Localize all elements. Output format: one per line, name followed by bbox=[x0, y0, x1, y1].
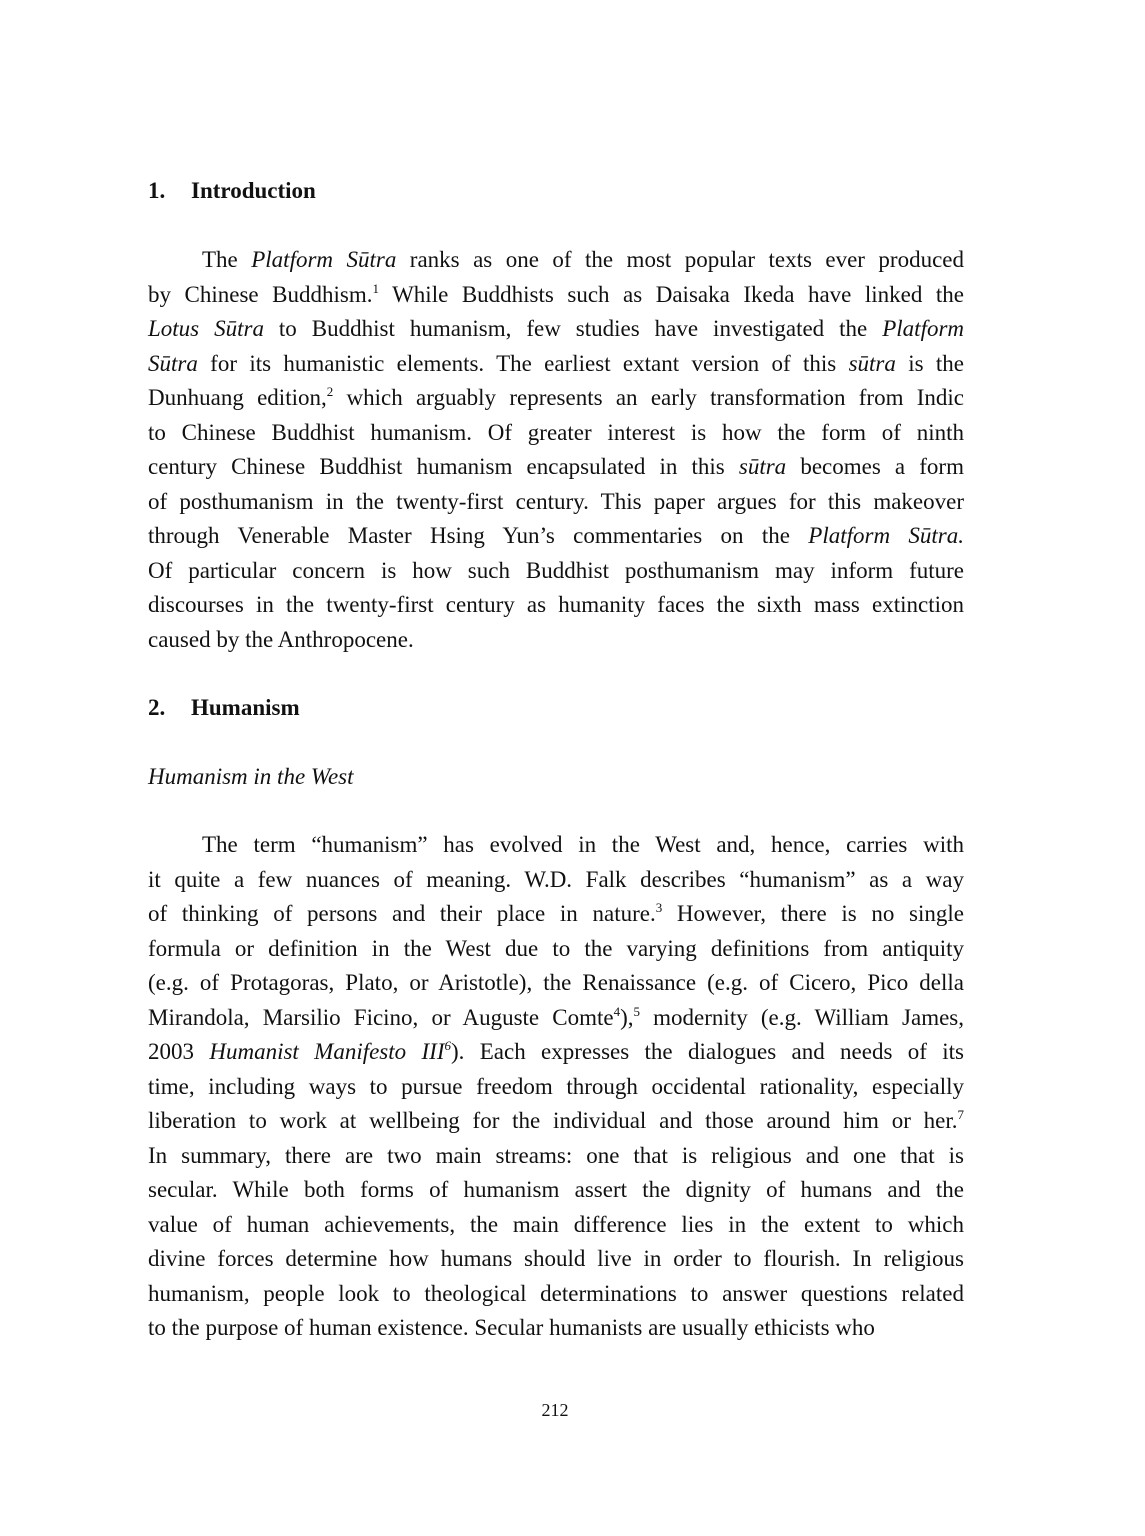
text-run: by Chinese Buddhism. bbox=[148, 281, 373, 307]
footnote-marker: 7 bbox=[957, 1107, 964, 1122]
section-2-paragraph bbox=[148, 828, 964, 1346]
footnote-marker: 4 bbox=[613, 1003, 621, 1019]
section-2-heading bbox=[148, 693, 300, 723]
text-line bbox=[148, 347, 964, 382]
text-line bbox=[148, 1173, 964, 1208]
page-number: 212 bbox=[541, 1400, 569, 1420]
italic-text: Platform bbox=[882, 316, 965, 341]
section-2-number: 2. bbox=[148, 695, 166, 720]
italic-text: sūtra bbox=[848, 350, 896, 376]
text-line bbox=[148, 863, 964, 898]
footnote-marker: 5 bbox=[633, 1003, 641, 1019]
text-run: which arguably represents an early transformation from Indic bbox=[333, 385, 964, 410]
footnote-marker: 1 bbox=[372, 280, 379, 296]
text-run: The term “humanism” has evolved in the West and, hence, carries with bbox=[202, 832, 964, 857]
italic-text: Lotus Sūtra bbox=[148, 316, 264, 341]
text-line bbox=[148, 1035, 964, 1070]
text-run: of posthumanism in the twenty-first century. This paper argues for this makeover bbox=[148, 488, 964, 514]
text-run: ). Each expresses the dialogues and needs of its bbox=[450, 1039, 965, 1064]
text-run: Dunhuang edition, bbox=[148, 385, 327, 410]
text-line bbox=[148, 554, 964, 589]
text-line bbox=[148, 1277, 964, 1312]
text-run: time, including ways to pursue freedom through occidental rationality, especially bbox=[148, 1073, 964, 1099]
text-line bbox=[148, 519, 964, 554]
text-line bbox=[148, 1208, 964, 1243]
text-run: formula or definition in the West due to the varying definitions from antiquity bbox=[148, 935, 964, 961]
text-run: value of human achievements, the main difference lies in the extent to which bbox=[148, 1211, 964, 1237]
text-run: it quite a few nuances of meaning. W.D. Falk describes “humanism” as a way bbox=[148, 866, 964, 892]
text-line bbox=[148, 1001, 964, 1036]
text-line bbox=[148, 1070, 964, 1105]
text-run: humanism, people look to theological determinations to answer questions related bbox=[148, 1280, 964, 1306]
text-run: for its humanistic elements. The earliest extant version of this bbox=[197, 350, 849, 376]
footnote-marker: 2 bbox=[326, 384, 334, 399]
italic-text: Platform Sūtra bbox=[251, 247, 397, 272]
text-line bbox=[148, 828, 964, 863]
text-run: liberation to work at wellbeing for the individual and those around him or her. bbox=[148, 1108, 958, 1133]
text-line bbox=[148, 966, 964, 1001]
text-run: to Buddhist humanism, few studies have investigated the bbox=[263, 316, 883, 341]
text-run: However, there is no single bbox=[662, 901, 964, 926]
italic-text: Sūtra bbox=[148, 350, 198, 376]
text-run: (e.g. of Protagoras, Plato, or Aristotle), the Renaissance (e.g. of Cicero, Pico della bbox=[148, 970, 964, 995]
text-line bbox=[148, 243, 964, 278]
text-run: ranks as one of the most popular texts ever produced bbox=[396, 247, 965, 272]
text-line bbox=[148, 1104, 964, 1139]
section-2-subheading: Humanism in the West bbox=[148, 764, 354, 789]
text-run: The bbox=[202, 247, 252, 272]
text-run: In summary, there are two main streams: one that is religious and one that is bbox=[148, 1142, 964, 1168]
text-run: discourses in the twenty-first century as humanity faces the sixth mass extinction bbox=[148, 592, 964, 617]
text-line bbox=[148, 278, 964, 313]
text-line bbox=[148, 1139, 964, 1174]
text-run: Mirandola, Marsilio Ficino, or Auguste Comte bbox=[148, 1004, 614, 1030]
text-run: ), bbox=[620, 1004, 634, 1030]
section-1-heading bbox=[148, 176, 316, 206]
text-run: century Chinese Buddhist humanism encapsulated in this bbox=[148, 454, 739, 479]
section-1-paragraph bbox=[148, 243, 964, 657]
text-run: caused by the Anthropocene. bbox=[148, 626, 414, 652]
section-1-number: 1. bbox=[148, 178, 166, 203]
text-run: secular. While both forms of humanism assert the dignity of humans and the bbox=[148, 1177, 964, 1202]
section-2-title: Humanism bbox=[191, 695, 300, 720]
text-run: through Venerable Master Hsing Yun’s commentaries on the bbox=[148, 523, 809, 548]
text-line bbox=[148, 588, 964, 623]
text-run: 2003 bbox=[148, 1039, 210, 1064]
section-1-title: Introduction bbox=[191, 178, 316, 203]
text-line bbox=[148, 450, 964, 485]
text-line bbox=[148, 623, 964, 658]
text-line bbox=[148, 381, 964, 416]
text-line bbox=[148, 897, 964, 932]
italic-text: Platform Sūtra. bbox=[808, 523, 965, 548]
footnote-marker: 6 bbox=[444, 1038, 451, 1053]
text-line bbox=[148, 312, 964, 347]
text-line bbox=[148, 485, 964, 520]
text-line bbox=[148, 1311, 964, 1346]
text-run: to Chinese Buddhist humanism. Of greater interest is how the form of ninth bbox=[148, 419, 964, 445]
text-line bbox=[148, 1242, 964, 1277]
italic-text: Humanist Manifesto III bbox=[209, 1039, 445, 1064]
text-run: of thinking of persons and their place in nature. bbox=[148, 901, 656, 926]
text-run: is the bbox=[895, 350, 964, 376]
text-run: to the purpose of human existence. Secular humanists are usually ethicists who bbox=[148, 1315, 875, 1340]
footnote-marker: 3 bbox=[655, 900, 663, 915]
text-run: divine forces determine how humans should live in order to flourish. In religious bbox=[148, 1246, 964, 1271]
text-run: While Buddhists such as Daisaka Ikeda have linked the bbox=[378, 281, 965, 307]
text-run: becomes a form bbox=[786, 454, 964, 479]
italic-text: sūtra bbox=[738, 454, 787, 479]
text-line bbox=[148, 416, 964, 451]
text-run: modernity (e.g. William James, bbox=[640, 1004, 964, 1030]
text-run: Of particular concern is how such Buddhist posthumanism may inform future bbox=[148, 557, 964, 583]
text-line bbox=[148, 932, 964, 967]
